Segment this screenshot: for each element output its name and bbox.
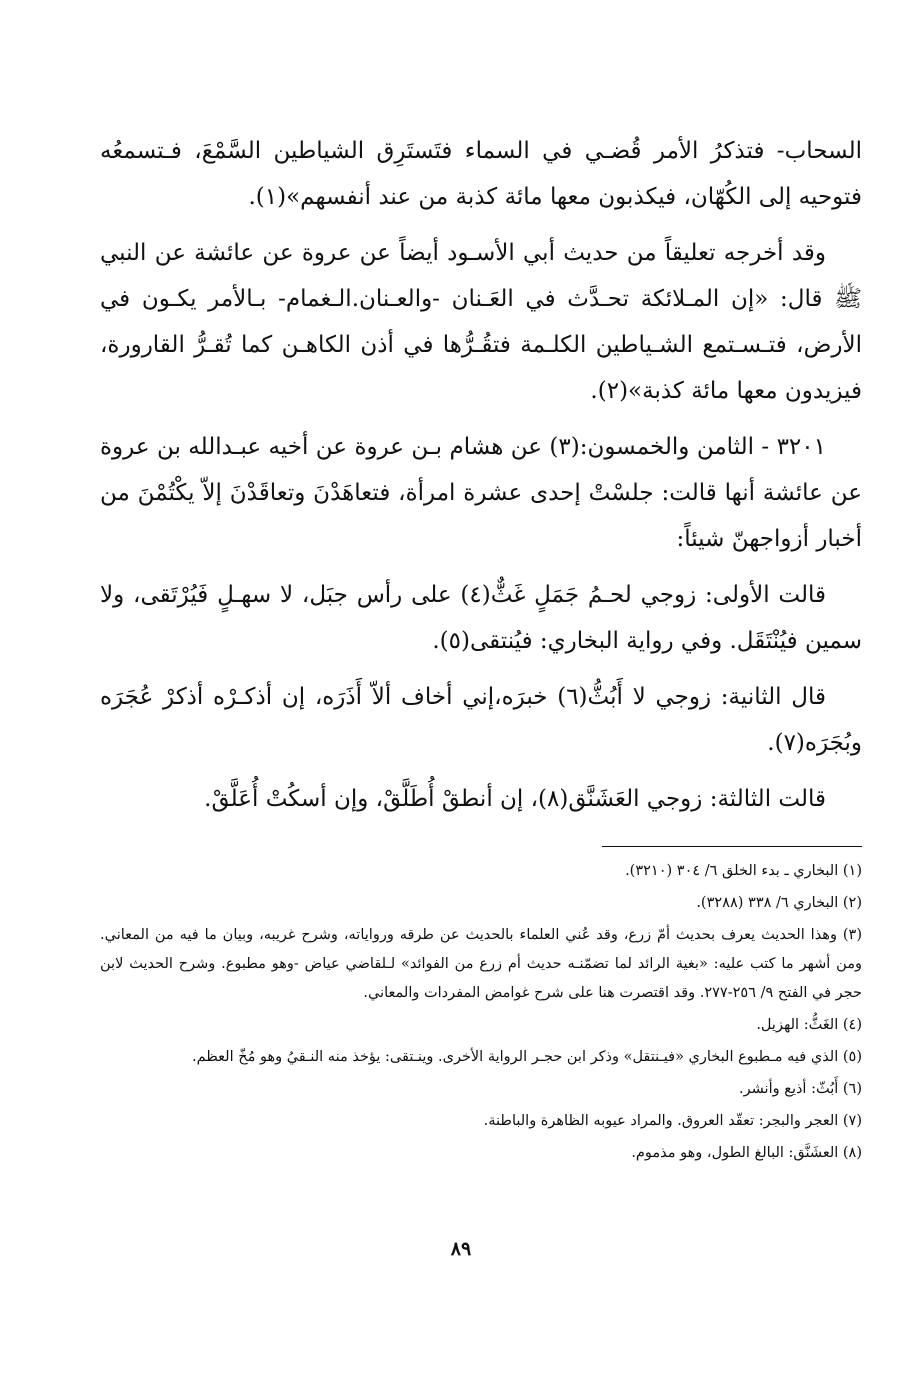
book-page	[100, 128, 862, 1373]
footnote: (٤) الغَثُّ: الهزيل.	[756, 1017, 862, 1033]
footnote: (١) البخاري ـ بدء الخلق ٦/ ٣٠٤ (٣٢١٠).	[625, 863, 862, 879]
footnote: (٣) وهذا الحديث يعرف بحديث أمّ زرع، وقد عُني العلماء بالحديث عن طرقه ورواياته، وشرح غريبه، وبيان ما فيه من المعاني. ومن أشهر ما كتب عليه: «بغية الرائد لما تضمّنـه حديث أم زرع من الفوائد» لـلقاضي عياض -وهو مطبوع. وشرح الحديث لابن حجر في الفتح ٩/ ٢٥٦-٢٧٧. وقد اقتصرت هنا على شرح غوامض المفردات والمعاني.	[100, 927, 862, 1001]
footnote-separator-wrap	[100, 832, 862, 857]
body-paragraph: ٣٢٠١ - الثامن والخمسون:(٣) عن هشام بـن عروة عن أخيه عبـدالله بن عروة عن عائشة أنها قالت: جلسْتْ إحدى عشرة امرأة، فتعاهَدْنَ وتعاقَدْنَ إلاّ يكْتُمْنَ من أخبار أزواجهنّ شيئاً:	[100, 434, 862, 552]
footnote: (٧) العجر والبجر: تعقّد العروق. والمراد عيوبه الظاهرة والباطنة.	[483, 1113, 862, 1129]
page-number: ٨٩	[450, 1238, 472, 1260]
body-paragraph: قالت الثالثة: زوجي العَشَنَّق(٨)، إن أنطقْ أُطَلَّقْ، وإن أسكُتْ أُعَلَّقْ.	[204, 786, 826, 812]
body-paragraph: قال الثانية: زوجي لا أَبُثُّ(٦) خبرَه،إني أخاف ألاّ أَذَرَه، إن أذكـرْه أذكرْ عُجَرَه وبُجَرَه(٧).	[100, 684, 862, 756]
footnote: (٦) أَبُثّ: أذيع وأنشر.	[739, 1081, 862, 1097]
footnote-separator	[602, 846, 862, 847]
body-paragraph: وقد أخرجه تعليقاً من حديث أبي الأسـود أيضاً عن عروة عن عائشة عن النبي ﷺ قال: «إن المـلائكة تحـدَّث في العَـنان -والعـنان.الـغمام- بـالأمر يكـون في الأرض، فتـسـتمع الشـياطين الكلـمة فتقُـرُّها في أذن الكاهـن كما تُقـرُّ القارورة، فيزيدون معها مائة كذبة»(٢).	[100, 240, 862, 404]
footnotes	[100, 857, 862, 1168]
body-paragraph: السحاب- فتذكرُ الأمر قُضـي في السماء فتَستَرِق الشياطين السَّمْعَ، فـتسمعُه فتوحيه إلى الكُهّان، فيكذبون معها مائة كذبة من عند أنفسهم»(١).	[100, 138, 862, 210]
footnote: (٥) الذي فيه مـطبوع البخاري «فيـنتقل» وذكر ابن حجـر الرواية الأخرى. وينـتقى: يؤخذ منه النـقيُ وهو مُخّ العظم.	[192, 1049, 862, 1065]
main-text	[100, 128, 862, 822]
footnote: (٨) العشَنَّق: البالغ الطول، وهو مذموم.	[631, 1145, 862, 1161]
body-paragraph: قالت الأولى: زوجي لحـمُ جَمَلٍ غَثٌّ(٤) على رأس جبَل، لا سهـلٍ فَيُرْتَقى، ولا سمين فيُنْتَقَل. وفي رواية البخاري: فيُنتقى(٥).	[100, 582, 862, 654]
footnote: (٢) البخاري ٦/ ٣٣٨ (٣٢٨٨).	[696, 895, 862, 911]
